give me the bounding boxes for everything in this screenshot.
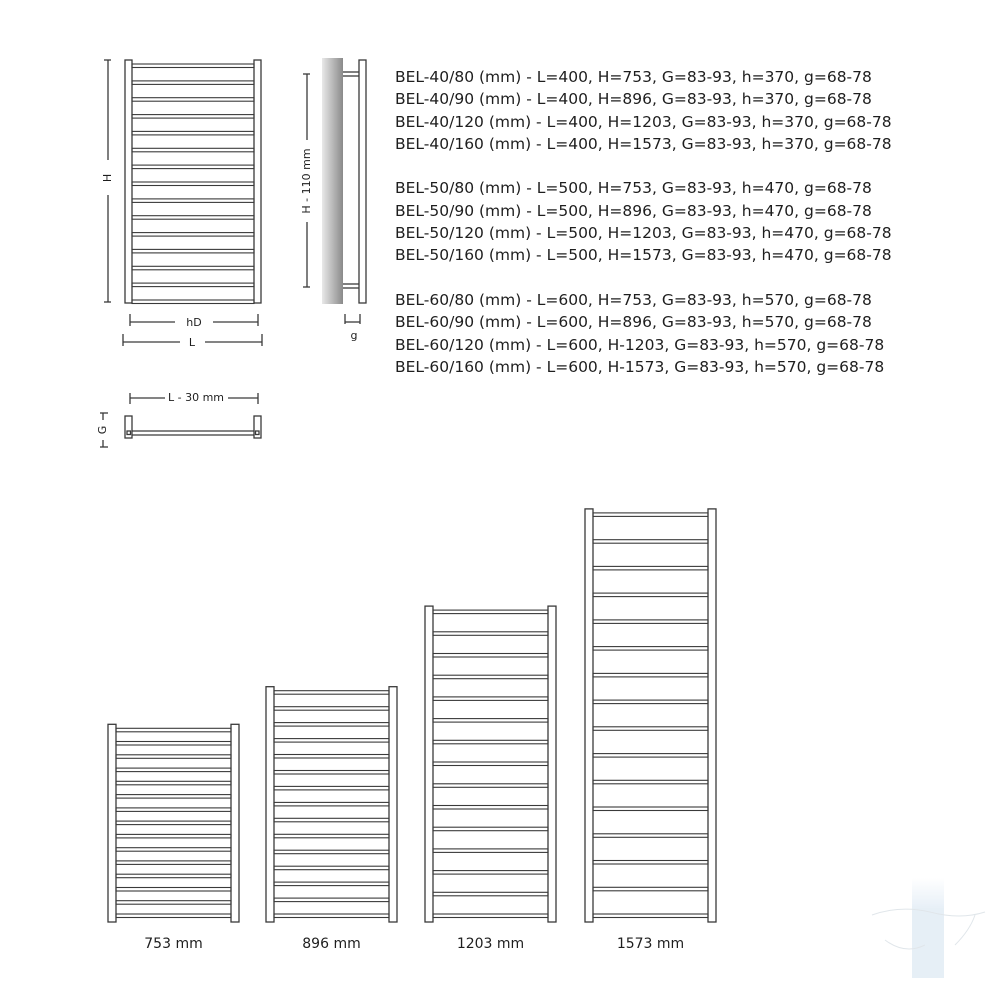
radiator-bar [274,850,389,854]
spec-line: BEL-40/160 (mm) - L=400, H=1573, G=83-93, h=370, g=68-78 [395,134,892,153]
radiator-bar [116,861,231,865]
front-left-rail [125,60,132,303]
radiator-bar [433,762,548,766]
side-height-label: H - 110 mm [300,148,313,214]
front-right-rail [254,60,261,303]
front-bar [132,115,254,119]
radiator-bar [274,786,389,790]
size-label: 1203 mm [456,936,525,952]
radiator-bar [593,647,708,651]
radiator-bar [116,781,231,785]
radiator-bar [593,673,708,677]
front-bar [132,300,254,304]
radiator-bar [116,848,231,852]
radiator-bar [274,802,389,806]
radiator-bar [274,707,389,711]
radiator-rail [108,724,116,922]
radiator-bar [116,821,231,825]
radiator-bar [593,513,708,517]
radiator-rail [231,724,239,922]
front-hd-label: hD [186,316,202,329]
spec-line: BEL-50/120 (mm) - L=500, H=1203, G=83-93, h=470, g=68-78 [395,224,892,243]
radiator-1203 [425,606,556,922]
radiator-bar [433,654,548,658]
radiator-bar [593,540,708,544]
top-width-label: L - 30 mm [167,391,225,404]
radiator-bar [593,566,708,570]
radiator-bar [116,888,231,892]
front-bar [132,216,254,220]
watermark-mark [872,878,985,978]
spec-line: BEL-60/160 (mm) - L=600, H-1573, G=83-93, h=570, g=68-78 [395,357,885,376]
radiator-bar [593,834,708,838]
spec-line: BEL-60/120 (mm) - L=600, H-1203, G=83-93, h=570, g=68-78 [395,335,885,354]
front-bar [132,199,254,203]
size-label: 896 mm [302,936,361,952]
radiator-bar [593,620,708,624]
radiator-bar [116,808,231,812]
radiator-bar [274,866,389,870]
radiator-bar [274,771,389,775]
radiator-753 [108,724,239,922]
radiator-bar [593,861,708,865]
front-width-label: L [188,336,196,349]
radiator-bar [433,719,548,723]
radiator-bar [116,742,231,746]
front-bars [132,64,254,304]
front-bar [132,81,254,85]
radiator-bar [433,784,548,788]
front-height-label: H [101,173,114,183]
front-bar [132,266,254,270]
radiator-bar [593,887,708,891]
front-bar [132,64,254,68]
radiator-bar [433,827,548,831]
radiator-bar [593,727,708,731]
spec-line: BEL-60/80 (mm) - L=600, H=753, G=83-93, h=570, g=68-78 [395,290,872,309]
radiator-bar [274,914,389,918]
radiator-bar [433,849,548,853]
radiator-bar [116,901,231,905]
front-bar [132,98,254,102]
spec-line: BEL-50/80 (mm) - L=500, H=753, G=83-93, h=470, g=68-78 [395,179,872,198]
radiator-bar [274,818,389,822]
radiator-bar [116,914,231,918]
radiator-bar [274,691,389,695]
wall [322,58,343,304]
radiator-bar [116,874,231,878]
radiator-bar [433,740,548,744]
radiator-896 [266,687,397,922]
front-bar [132,283,254,287]
front-bar [132,131,254,135]
radiator-bar [274,739,389,743]
radiator-bar [433,871,548,875]
radiator-bar [116,795,231,799]
size-label: 753 mm [144,936,203,952]
spec-group-60 [395,289,892,378]
radiator-rail [389,687,397,922]
radiator-1573 [585,509,716,922]
spec-group-40 [395,66,892,155]
radiator-bar [593,914,708,918]
front-bar [132,148,254,152]
front-bar [132,165,254,169]
side-gap-label: g [350,329,358,342]
radiator-bar [593,593,708,597]
spec-line: BEL-40/90 (mm) - L=400, H=896, G=83-93, h=370, g=68-78 [395,90,872,109]
radiator-bar [274,898,389,902]
front-bar [132,182,254,186]
top-depth-label: G [96,425,109,435]
spec-line: BEL-40/80 (mm) - L=400, H=753, G=83-93, h=370, g=68-78 [395,68,872,86]
radiator-bar [593,807,708,811]
specification-list [395,66,892,400]
radiator-rail [548,606,556,922]
spec-line: BEL-50/160 (mm) - L=500, H=1573, G=83-93, h=470, g=68-78 [395,246,892,265]
radiator-bar [433,892,548,896]
spec-group-50 [395,177,892,266]
radiator-bar [116,834,231,838]
radiator-bar [593,700,708,704]
radiator-bar [274,834,389,838]
radiator-bar [274,723,389,727]
front-bar [132,233,254,237]
spec-line: BEL-60/90 (mm) - L=600, H=896, G=83-93, h=570, g=68-78 [395,313,872,332]
radiator-bar [433,697,548,701]
radiator-bar [593,780,708,784]
radiator-rail [425,606,433,922]
radiator-bar [116,728,231,732]
spec-line: BEL-50/90 (mm) - L=500, H=896, G=83-93, h=470, g=68-78 [395,201,872,220]
front-bar [132,249,254,253]
radiator-rail [266,687,274,922]
radiator-rail [708,509,716,922]
radiator-bar [433,806,548,810]
radiator-bar [274,882,389,886]
spec-line: BEL-40/120 (mm) - L=400, H=1203, G=83-93, h=370, g=68-78 [395,112,892,131]
size-label: 1573 mm [616,936,685,952]
radiator-bar [274,755,389,759]
radiator-bar [433,610,548,614]
radiator-rail [585,509,593,922]
radiator-bar [593,754,708,758]
radiator-bar [433,914,548,918]
side-rail [359,60,366,303]
front-view [104,60,262,346]
radiator-bar [116,755,231,759]
radiator-bar [433,632,548,636]
radiator-bar [116,768,231,772]
radiator-bar [433,675,548,679]
size-comparison [108,509,716,952]
